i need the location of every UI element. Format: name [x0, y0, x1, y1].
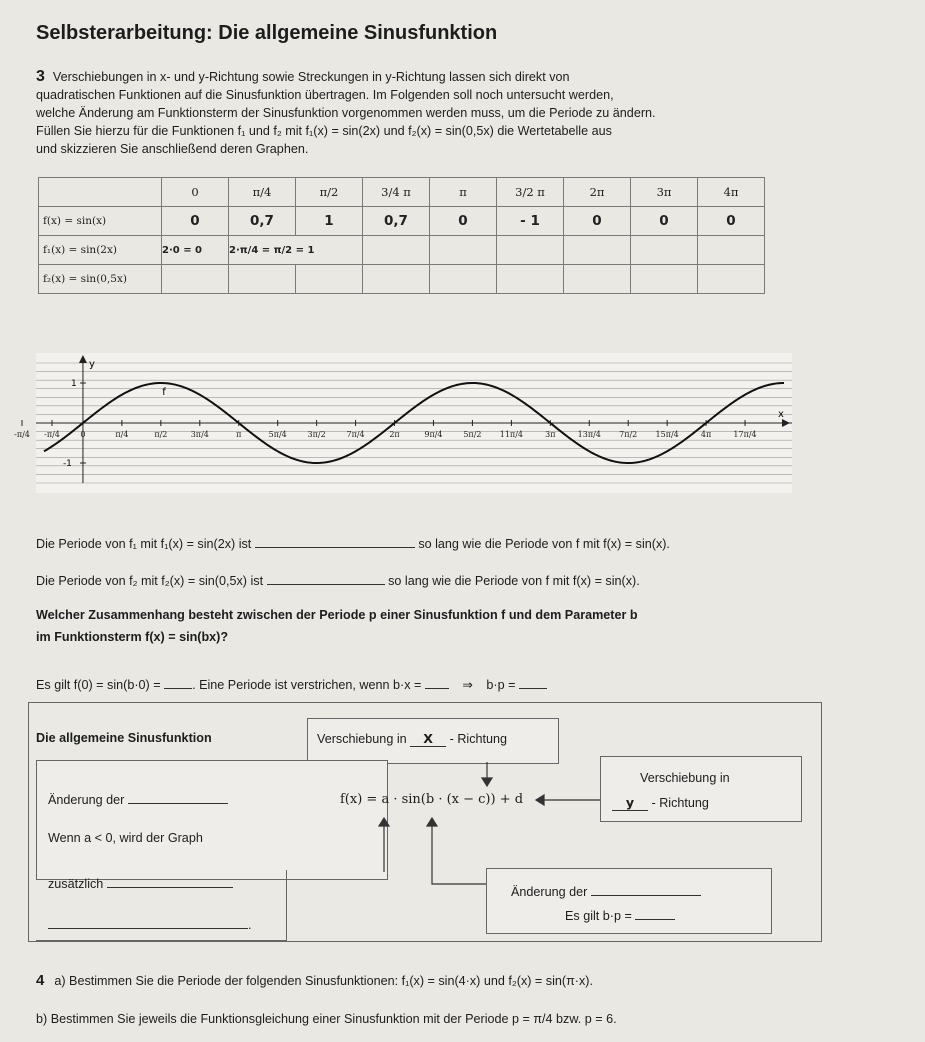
x-tick-label: 3π/4: [190, 430, 209, 439]
row-label-f: f(x) = sin(x): [39, 207, 162, 236]
x-tick-label: 15π/4: [655, 430, 679, 439]
task3-number: 3: [36, 68, 45, 85]
y-tick-label: 1: [70, 379, 77, 389]
shift-x-prefix: Verschiebung in: [317, 732, 407, 746]
zusaetzlich-label: zusätzlich: [48, 877, 104, 891]
y-axis-label: y: [88, 359, 95, 370]
table-cell[interactable]: 0,7: [363, 207, 430, 236]
table-cell[interactable]: 2·0 = 0: [162, 236, 229, 265]
x-tick-label: -π/4: [44, 430, 60, 439]
shift-x-suffix: - Richtung: [449, 732, 508, 746]
x-tick-label: 3π/2: [307, 430, 326, 439]
table-header-cell: π/4: [229, 178, 296, 207]
x-tick-label: 2π: [389, 430, 400, 439]
arrow-head: [427, 818, 437, 826]
x-tick-label: π/2: [154, 430, 168, 439]
x-axis-label: x: [778, 409, 784, 420]
intro-line-3: welche Änderung am Funktionsterm der Sinusfunktion vorgenommen werden muss, um die Periode zu ändern.: [36, 106, 656, 120]
row-label-f1: f₁(x) = sin(2x): [39, 236, 162, 265]
table-header-cell: π/2: [296, 178, 363, 207]
table-cell[interactable]: 1: [296, 207, 363, 236]
y-tick-label: -1: [62, 459, 72, 469]
change-b-label: Änderung der: [511, 885, 588, 899]
period1-prefix: Die Periode von f₁ mit f₁(x) = sin(2x) ist: [36, 537, 252, 551]
negative-a-text: Wenn a < 0, wird der Graph: [48, 831, 203, 845]
x-tick-label: 4π: [700, 430, 712, 439]
table-header-cell: 2π: [564, 178, 631, 207]
change-label: Änderung der: [48, 793, 125, 807]
period2-suffix: so lang wie die Periode von f mit f(x) = sin(x).: [388, 574, 640, 588]
shift-y-line1: Verschiebung in: [640, 771, 730, 785]
task4-b: b) Bestimmen Sie jeweils die Funktionsgleichung einer Sinusfunktion mit der Periode p = π/4 bzw. p = 6.: [36, 1012, 617, 1026]
table-cell[interactable]: 0: [698, 207, 765, 236]
period1-suffix: so lang wie die Periode von f mit f(x) = sin(x).: [418, 537, 670, 551]
general-formula: f(x) = a · sin(b · (x − c)) + d: [340, 792, 524, 807]
table-header-cell: 0: [162, 178, 229, 207]
question-line-2: im Funktionsterm f(x) = sin(bx)?: [36, 630, 229, 644]
arrow-to-b: [432, 822, 486, 884]
row-label-f2: f₂(x) = sin(0,5x): [39, 265, 162, 294]
table-header-cell: 3/4 π: [363, 178, 430, 207]
shift-y-answer[interactable]: y: [612, 795, 648, 811]
x-tick-label: 7π/2: [619, 430, 638, 439]
intro-line-2: quadratischen Funktionen auf die Sinusfunktion übertragen. Im Folgenden soll noch untersucht werden,: [36, 88, 614, 102]
table-cell[interactable]: 2·π/4 = π/2 = 1: [229, 236, 363, 265]
intro-line-4: Füllen Sie hierzu für die Funktionen f₁ und f₂ mit f₁(x) = sin(2x) und f₂(x) = sin(0,5x) die Wertetabelle aus: [36, 124, 612, 138]
table-header-cell: 4π: [698, 178, 765, 207]
arrow-head: [379, 818, 389, 826]
shift-x-answer[interactable]: X: [410, 731, 446, 747]
x-tick-label: 0: [80, 430, 86, 439]
arrow-head: [482, 778, 492, 786]
x-tick-label: 13π/4: [577, 430, 601, 439]
esgilt-part3: b·p =: [486, 678, 516, 692]
task4-a-text: a) Bestimmen Sie die Periode der folgenden Sinusfunktionen: f₁(x) = sin(4·x) und f₂(x) = sin(π·x).: [54, 974, 593, 988]
line-end-dot: .: [248, 918, 252, 932]
x-tick-label: 3π: [545, 430, 556, 439]
x-tick-label: 5π/2: [463, 430, 482, 439]
table-cell[interactable]: 0: [162, 207, 229, 236]
table-header-cell: 3π: [631, 178, 698, 207]
intro-line-5: und skizzieren Sie anschließend deren Graphen.: [36, 142, 309, 156]
x-tick-label: 17π/4: [733, 430, 757, 439]
x-tick-label: π: [236, 430, 242, 439]
x-tick-label: 5π/4: [268, 430, 287, 439]
page-title: Selbsterarbeitung: Die allgemeine Sinusfunktion: [36, 22, 498, 44]
arrow-head: [536, 795, 544, 805]
table-cell[interactable]: 0,7: [229, 207, 296, 236]
table-header-cell: 3/2 π: [497, 178, 564, 207]
x-tick-label: π/4: [115, 430, 129, 439]
task4-number: 4: [36, 972, 45, 989]
x-tick-label: 11π/4: [499, 430, 523, 439]
curve-label: f: [162, 387, 166, 398]
implies-arrow: ⇒: [462, 678, 473, 692]
table-cell[interactable]: - 1: [497, 207, 564, 236]
shift-y-suffix: - Richtung: [651, 796, 709, 810]
period2-prefix: Die Periode von f₂ mit f₂(x) = sin(0,5x) ist: [36, 574, 264, 588]
intro-line-1: Verschiebungen in x- und y-Richtung sowie Streckungen in y-Richtung lassen sich direkt von: [52, 70, 570, 84]
question-line-1: Welcher Zusammenhang besteht zwischen der Periode p einer Sinusfunktion f und dem Parameter b: [36, 608, 638, 622]
table-header-cell: π: [430, 178, 497, 207]
esgilt-part2: . Eine Periode ist verstrichen, wenn b·x =: [192, 678, 422, 692]
table-cell[interactable]: 0: [564, 207, 631, 236]
x-tick-label: 9π/4: [424, 430, 443, 439]
x-tick-label: -π/4: [14, 430, 30, 439]
table-cell[interactable]: 0: [631, 207, 698, 236]
esgilt-part1: Es gilt f(0) = sin(b·0) =: [36, 678, 161, 692]
task4-a: [36, 972, 593, 989]
x-tick-label: 7π/4: [346, 430, 365, 439]
summary-heading: Die allgemeine Sinusfunktion: [36, 731, 212, 745]
table-cell[interactable]: 0: [430, 207, 497, 236]
esgilt2-label: Es gilt b·p =: [565, 909, 632, 923]
